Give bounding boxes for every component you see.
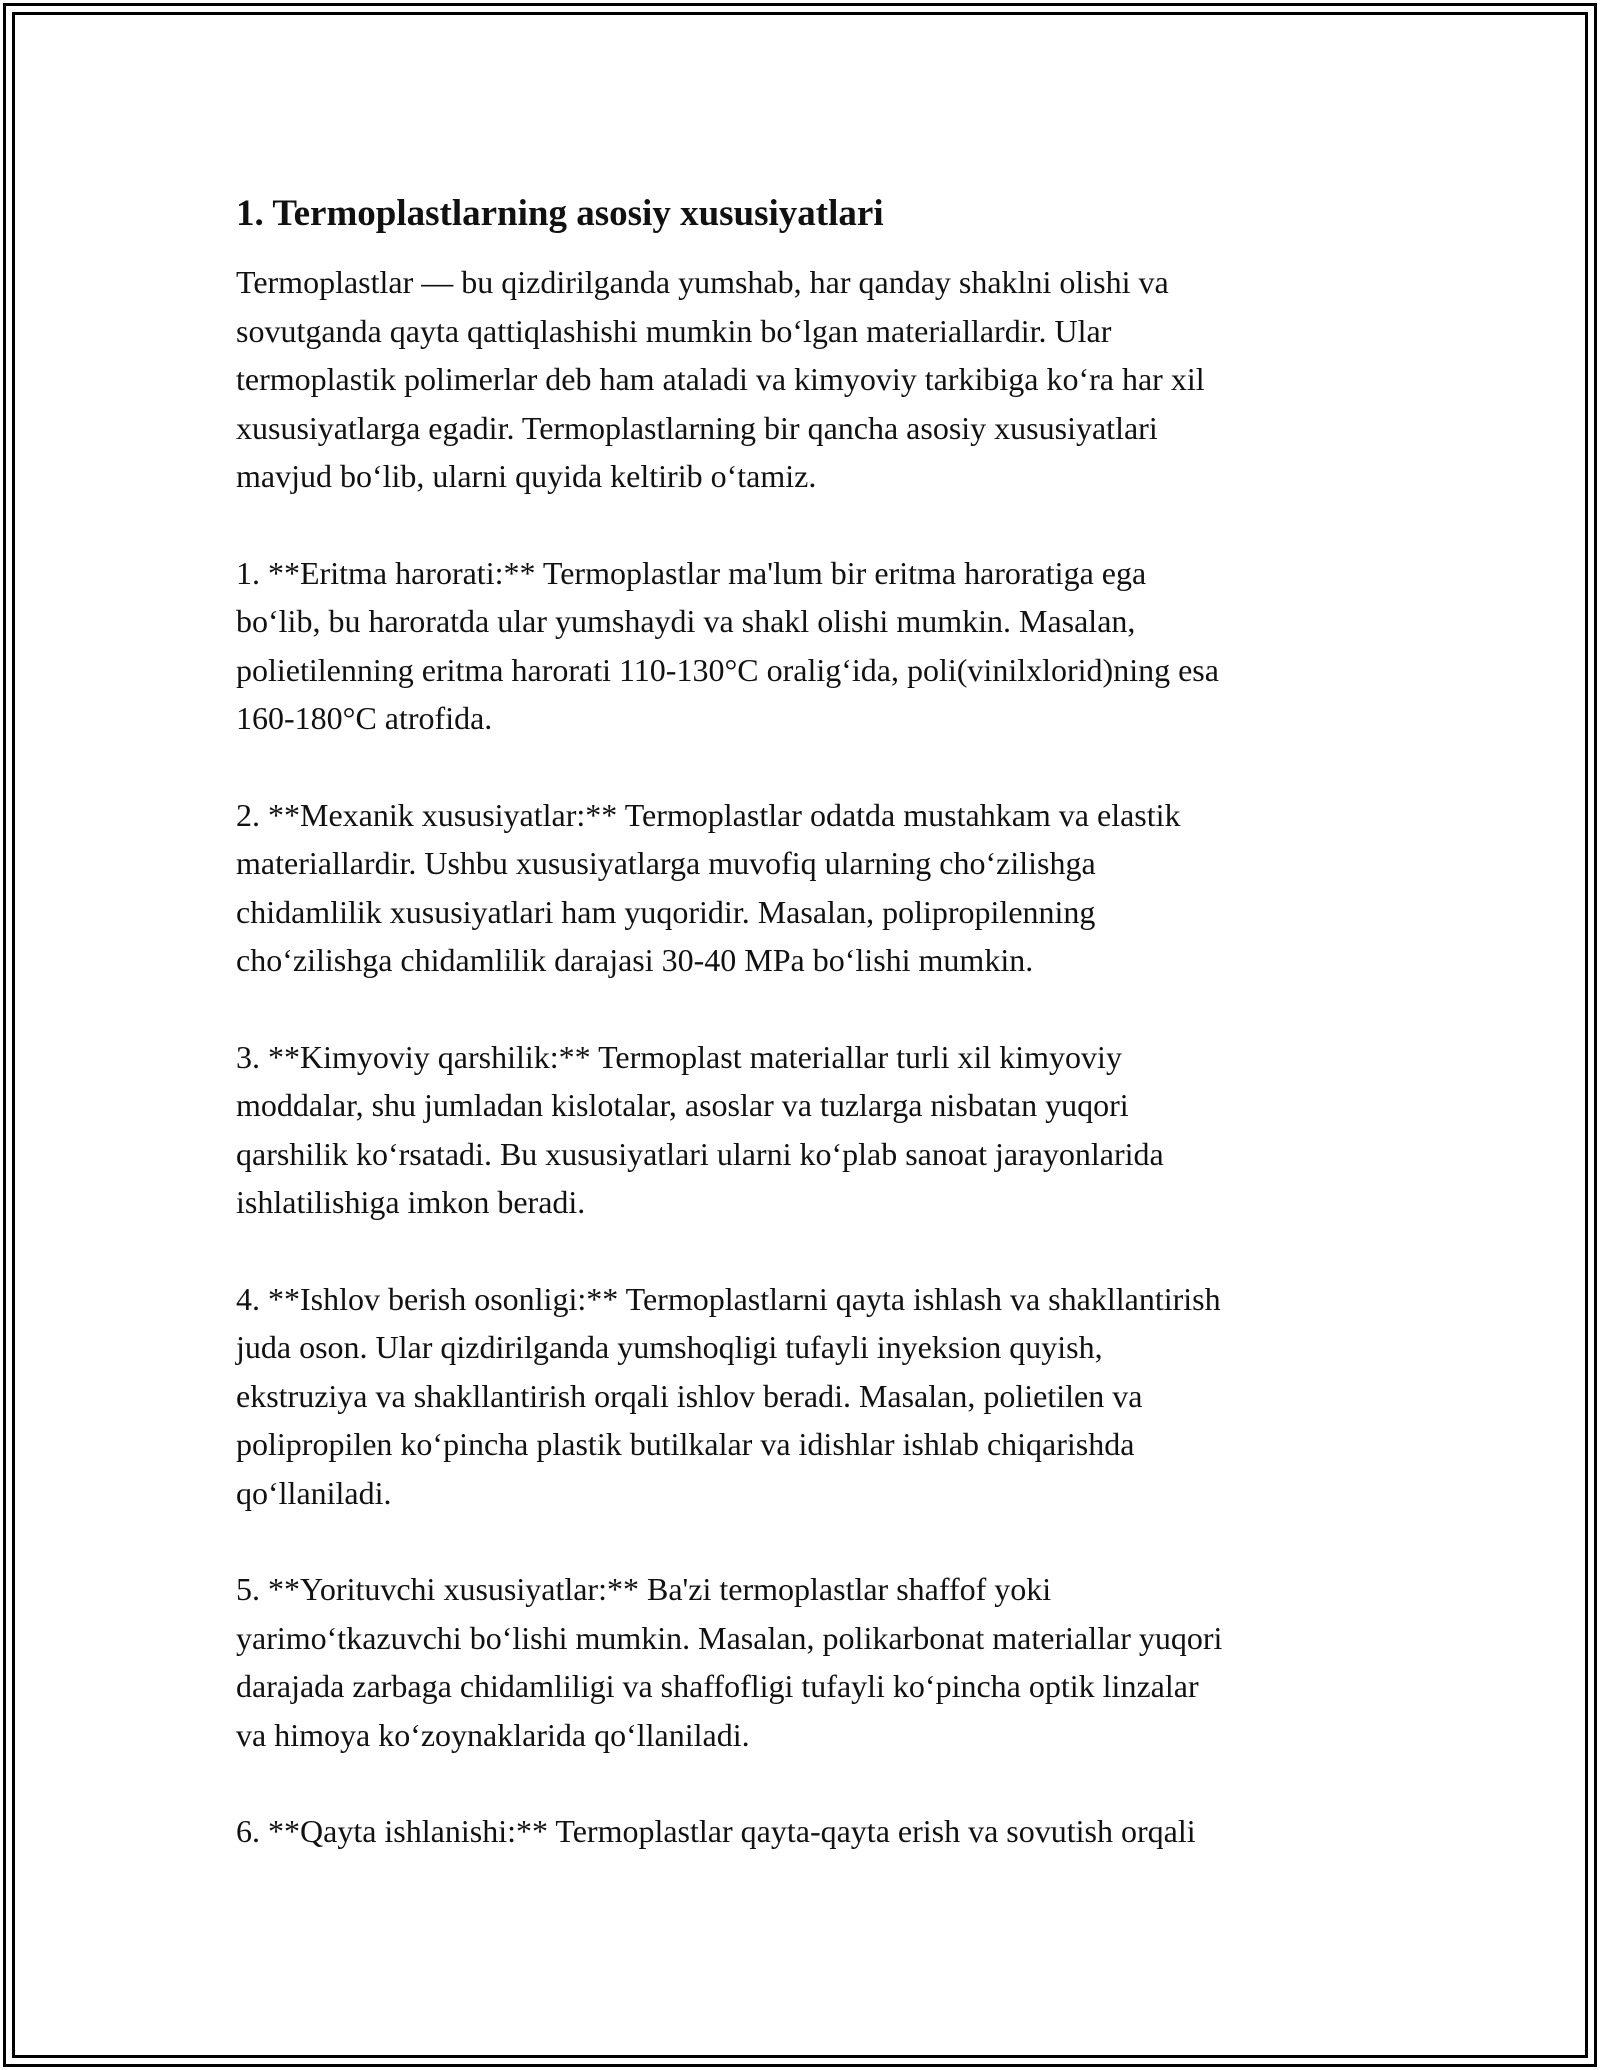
list-item-chemical-resistance: 3. **Kimyoviy qarshilik:** Termoplast materiallar turli xil kimyoviy moddalar, shu jumladan kislotalar, asoslar va tuzlarga nisbatan yuqori qarshilik ko‘rsatadi. Bu xususiyatlari ularni ko‘plab sanoat jarayonlarida ishlatilishiga imkon beradi. — [236, 1038, 1164, 1220]
list-item-mechanical-properties: 2. **Mexanik xususiyatlar:** Termoplastlar odatda mustahkam va elastik materiallardir. Ushbu xususiyatlarga muvofiq ularning cho‘zilishga chidamlilik xususiyatlari ham yuqoridir. Masalan, polipropilenning cho‘zilishga chidamlilik darajasi 30-40 MPa bo‘lishi mumkin. — [236, 796, 1181, 978]
intro-paragraph: Termoplastlar — bu qizdirilganda yumshab, har qanday shaklni olishi va sovutganda qayta qattiqlashishi mumkin bo‘lgan materiallardir. Ular termoplastik polimerlar deb ham ataladi va kimyoviy tarkibiga ko‘ra har xil xususiyatlarga egadir. Termoplastlarning bir qancha asosiy xususiyatlari mavjud bo‘lib, ularni quyida keltirib o‘tamiz. — [236, 264, 1205, 494]
list-item-optical-properties: 5. **Yorituvchi xususiyatlar:** Ba'zi termoplastlar shaffof yoki yarimo‘tkazuvchi bo‘lishi mumkin. Masalan, polikarbonat materiallar yuqori darajada zarbaga chidamliligi va shaffofligi tufayli ko‘pincha optik linzalar va himoya ko‘zoynaklarida qo‘llaniladi. — [236, 1571, 1223, 1753]
list-item-recyclability: 6. **Qayta ishlanishi:** Termoplastlar qayta-qayta erish va sovutish orqali — [236, 1813, 1196, 1849]
list-item-melting-temperature: 1. **Eritma harorati:** Termoplastlar ma'lum bir eritma haroratiga ega bo‘lib, bu haroratda ular yumshaydi va shakl olishi mumkin. Masalan, polietilenning eritma harorati 110-130°C oralig‘ida, poli(vinilxlorid)ning esa 160-180°C atrofida. — [236, 554, 1219, 736]
list-item-ease-of-processing: 4. **Ishlov berish osonligi:** Termoplastlarni qayta ishlash va shakllantirish juda oson. Ular qizdirilganda yumshoqligi tufayli inyeksion quyish, ekstruziya va shakllantirish orqali ishlov beradi. Masalan, polietilen va polipropilen ko‘pincha plastik butilkalar va idishlar ishlab chiqarishda qo‘llaniladi. — [236, 1280, 1221, 1511]
document-body — [236, 190, 1396, 1904]
document-title: 1. Termoplastlarning asosiy xususiyatlari — [236, 193, 884, 234]
